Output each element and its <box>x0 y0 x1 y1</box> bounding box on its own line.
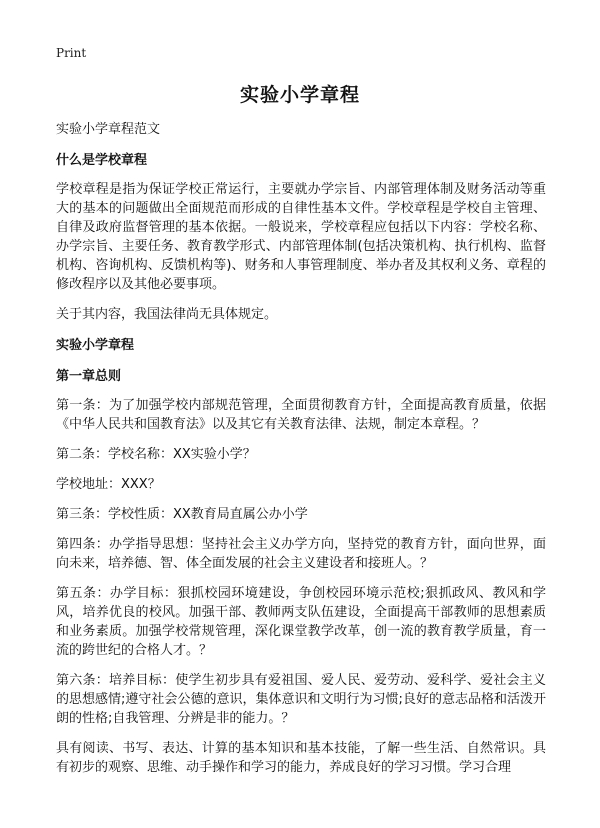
section-heading-what-is-charter: 什么是学校章程 <box>56 153 148 168</box>
paragraph: 学校章程是指为保证学校正常运行，主要就办学宗旨、内部管理体制及财务活动等重大的基本的问题做出全面规范而形成的自律性基本文件。学校章程是学校自主管理、自律及政府监督管理的基本依据。一般说来，学校章程应包括以下内容：学校名称、办学宗旨、主要任务、教育教学形式、内部管理体制(包括决策机构、执行机构、监督机构、咨询机构、反馈机构等)、财务和人事管理制度、举办者及其权利义务、章程的修改程序以及其他必要事项。 <box>56 182 546 292</box>
article-paragraph: 第二条：学校名称：XX实验小学？ <box>56 447 256 462</box>
article-paragraph: 第六条：培养目标：使学生初步具有爱祖国、爱人民、爱劳动、爱科学、爱社会主义的思想感情;遵守社会公德的意识，集体意识和文明行为习惯;良好的意志品格和活泼开朗的性格;自我管理、分辨是非的能力。？ <box>56 673 546 726</box>
article-paragraph: 第五条：办学目标：狠抓校园环境建设，争创校园环境示范校;狠抓政风、教风和学风，培养优良的校风。加强干部、教师两支队伍建设，全面提高干部教师的思想素质和业务素质。加强学校常规管理，深化课堂教学改革，创一流的教育教学质量，育一流的跨世纪的合格人才。？ <box>56 586 546 658</box>
section-heading-charter: 实验小学章程 <box>56 338 135 353</box>
article-paragraph: 具有阅读、书写、表达、计算的基本知识和基本技能，了解一些生活、自然常识。具有初步的观察、思维、动手操作和学习的能力，养成良好的学习习惯。学习合理 <box>56 741 546 775</box>
article-paragraph: 第三条：学校性质：XX教育局直属公办小学 <box>56 507 308 522</box>
paragraph: 关于其内容，我国法律尚无具体规定。 <box>56 307 278 322</box>
document-body <box>56 120 546 788</box>
document-subtitle: 实验小学章程范文 <box>56 122 161 137</box>
chapter-heading-general: 第一章总则 <box>56 369 122 384</box>
print-label: Print <box>56 46 87 60</box>
article-paragraph: 第四条：办学指导思想：坚持社会主义办学方向，坚持党的教育方针，面向世界，面向未来，培养德、智、体全面发展的社会主义建设者和接班人。？ <box>56 537 546 571</box>
document-title: 实验小学章程 <box>239 84 360 106</box>
article-paragraph: 第一条：为了加强学校内部规范管理，全面贯彻教育方针，全面提高教育质量，依据《中华人民共和国教育法》以及其它有关教育法律、法规，制定本章程。？ <box>56 398 546 432</box>
article-paragraph: 学校地址：XXX？ <box>56 477 161 492</box>
